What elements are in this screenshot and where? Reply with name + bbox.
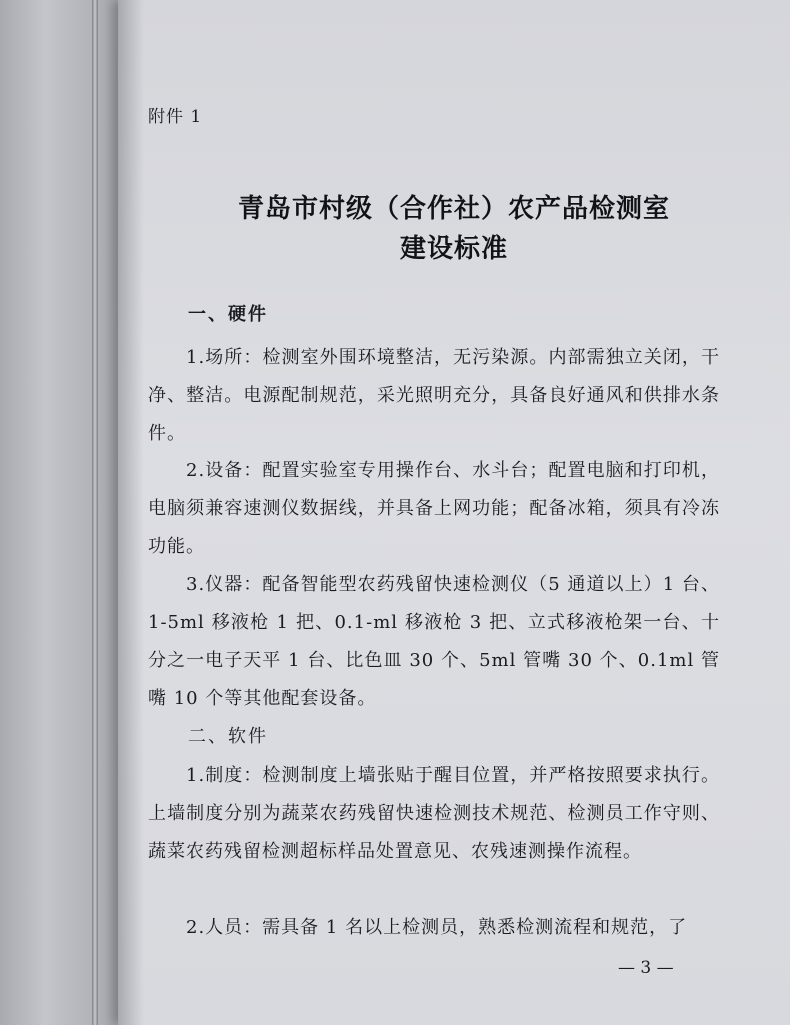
section-heading-software: 二、软件 (188, 726, 268, 747)
document-page (118, 0, 790, 1025)
document-title-line1: 青岛市村级（合作社）农产品检测室 (237, 194, 670, 224)
paragraph-staff: 2.人员：需具备 1 名以上检测员，熟悉检测流程和规范，了 (186, 917, 688, 938)
attachment-label: 附件 1 (148, 107, 203, 127)
paragraph-site: 1.场所：检测室外围环境整洁，无污染源。内部需独立关闭，干净、整洁。电源配制规范，采光照明充分，具备良好通风和供排水条件。 (148, 347, 720, 444)
document-title-line2: 建设标准 (399, 234, 508, 264)
binding-edge (92, 0, 98, 1025)
paragraph-instruments: 3.仪器：配备智能型农药残留快速检测仪（5 通道以上）1 台、1-5ml 移液枪 1 把、0.1-ml 移液枪 3 把、立式移液枪架一台、十分之一电子天平 1 台、比色皿 30 个、5ml 管嘴 30 个、0.1ml 管嘴 10 个等其他配套设备。 (148, 574, 720, 709)
section-heading-hardware: 一、硬件 (188, 304, 268, 325)
paragraph-equipment: 2.设备：配置实验室专用操作台、水斗台；配置电脑和打印机，电脑须兼容速测仪数据线，并具备上网功能；配备冰箱，须具有冷冻功能。 (148, 460, 720, 557)
paragraph-system: 1.制度：检测制度上墙张贴于醒目位置，并严格按照要求执行。上墙制度分别为蔬菜农药残留快速检测技术规范、检测员工作守则、蔬菜农药残留检测超标样品处置意见、农残速测操作流程。 (148, 765, 720, 862)
page-number: — 3 — (618, 958, 674, 978)
